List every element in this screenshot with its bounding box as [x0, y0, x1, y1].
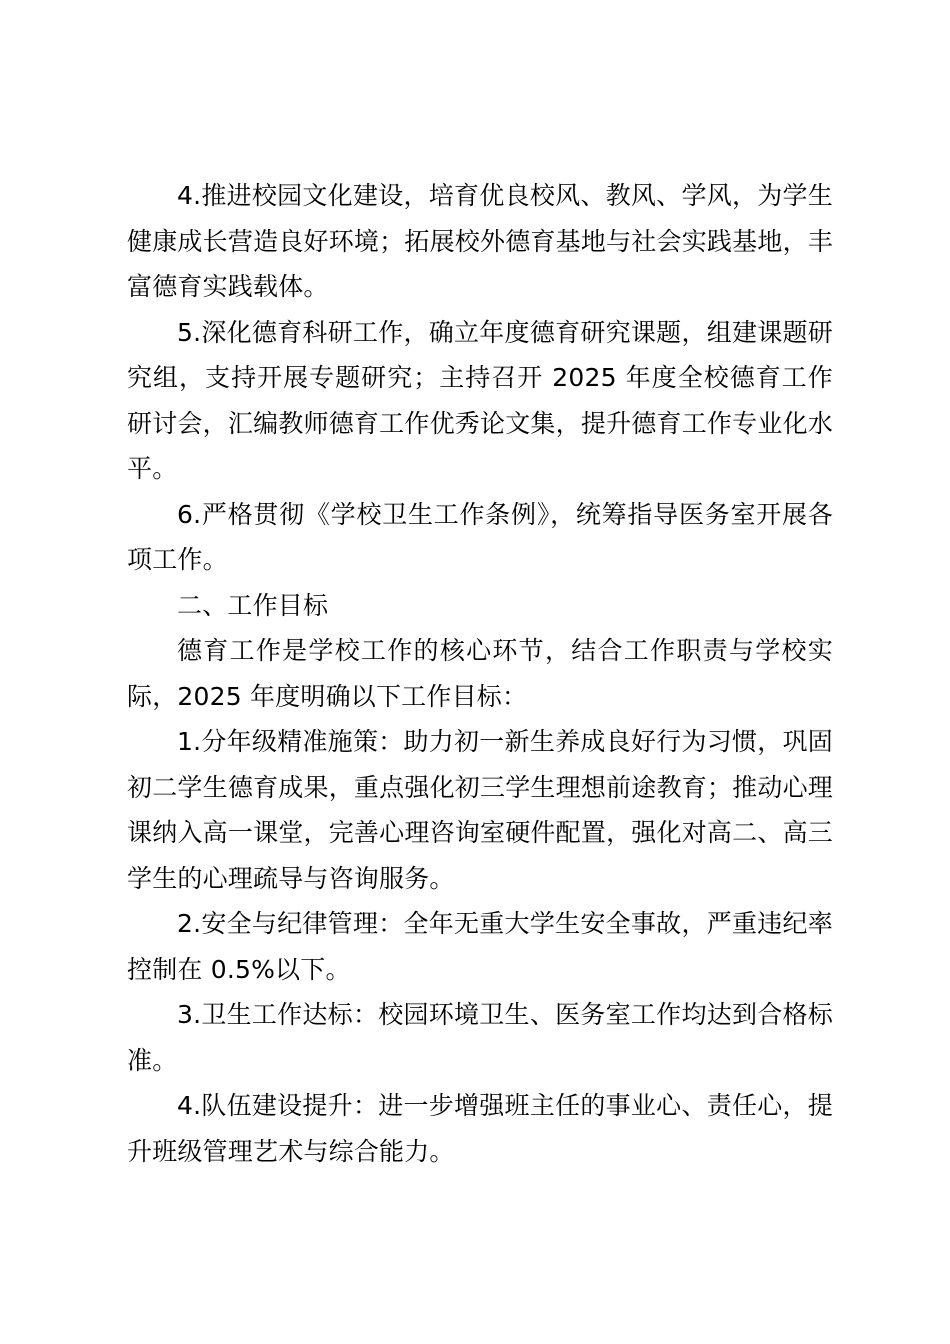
paragraph-goal-grade-policy: 1.分年级精准施策：助力初一新生养成良好行为习惯，巩固初二学生德育成果，重点强化初三学生理想前途教育；推动心理课纳入高一课堂，完善心理咨询室硬件配置，强化对高二、高三学生的心理疏导与咨询服务。: [127, 727, 833, 893]
paragraph-goals-intro: 德育工作是学校工作的核心环节，结合工作职责与学校实际，2025 年度明确以下工作目标：: [127, 636, 833, 711]
paragraph-goal-hygiene: 3.卫生工作达标：校园环境卫生、医务室工作均达到合格标准。: [127, 1000, 833, 1075]
paragraph-goal-team-building: 4.队伍建设提升：进一步增强班主任的事业心、责任心，提升班级管理艺术与综合能力。: [127, 1091, 833, 1166]
paragraph-moral-research: 5.深化德育科研工作，确立年度德育研究课题，组建课题研究组，支持开展专题研究；主持召开 2025 年度全校德育工作研讨会，汇编教师德育工作优秀论文集，提升德育工作专业化水平。: [127, 317, 833, 483]
paragraph-health-regulations: 6.严格贯彻《学校卫生工作条例》，统筹指导医务室开展各项工作。: [127, 499, 833, 574]
paragraph-campus-culture: 4.推进校园文化建设，培育优良校风、教风、学风，为学生健康成长营造良好环境；拓展校外德育基地与社会实践基地，丰富德育实践载体。: [127, 181, 833, 301]
paragraph-goal-safety-discipline: 2.安全与纪律管理：全年无重大学生安全事故，严重违纪率控制在 0.5%以下。: [127, 909, 833, 984]
document-body: [127, 173, 833, 1174]
section-heading-work-goals: 二、工作目标: [177, 590, 329, 620]
